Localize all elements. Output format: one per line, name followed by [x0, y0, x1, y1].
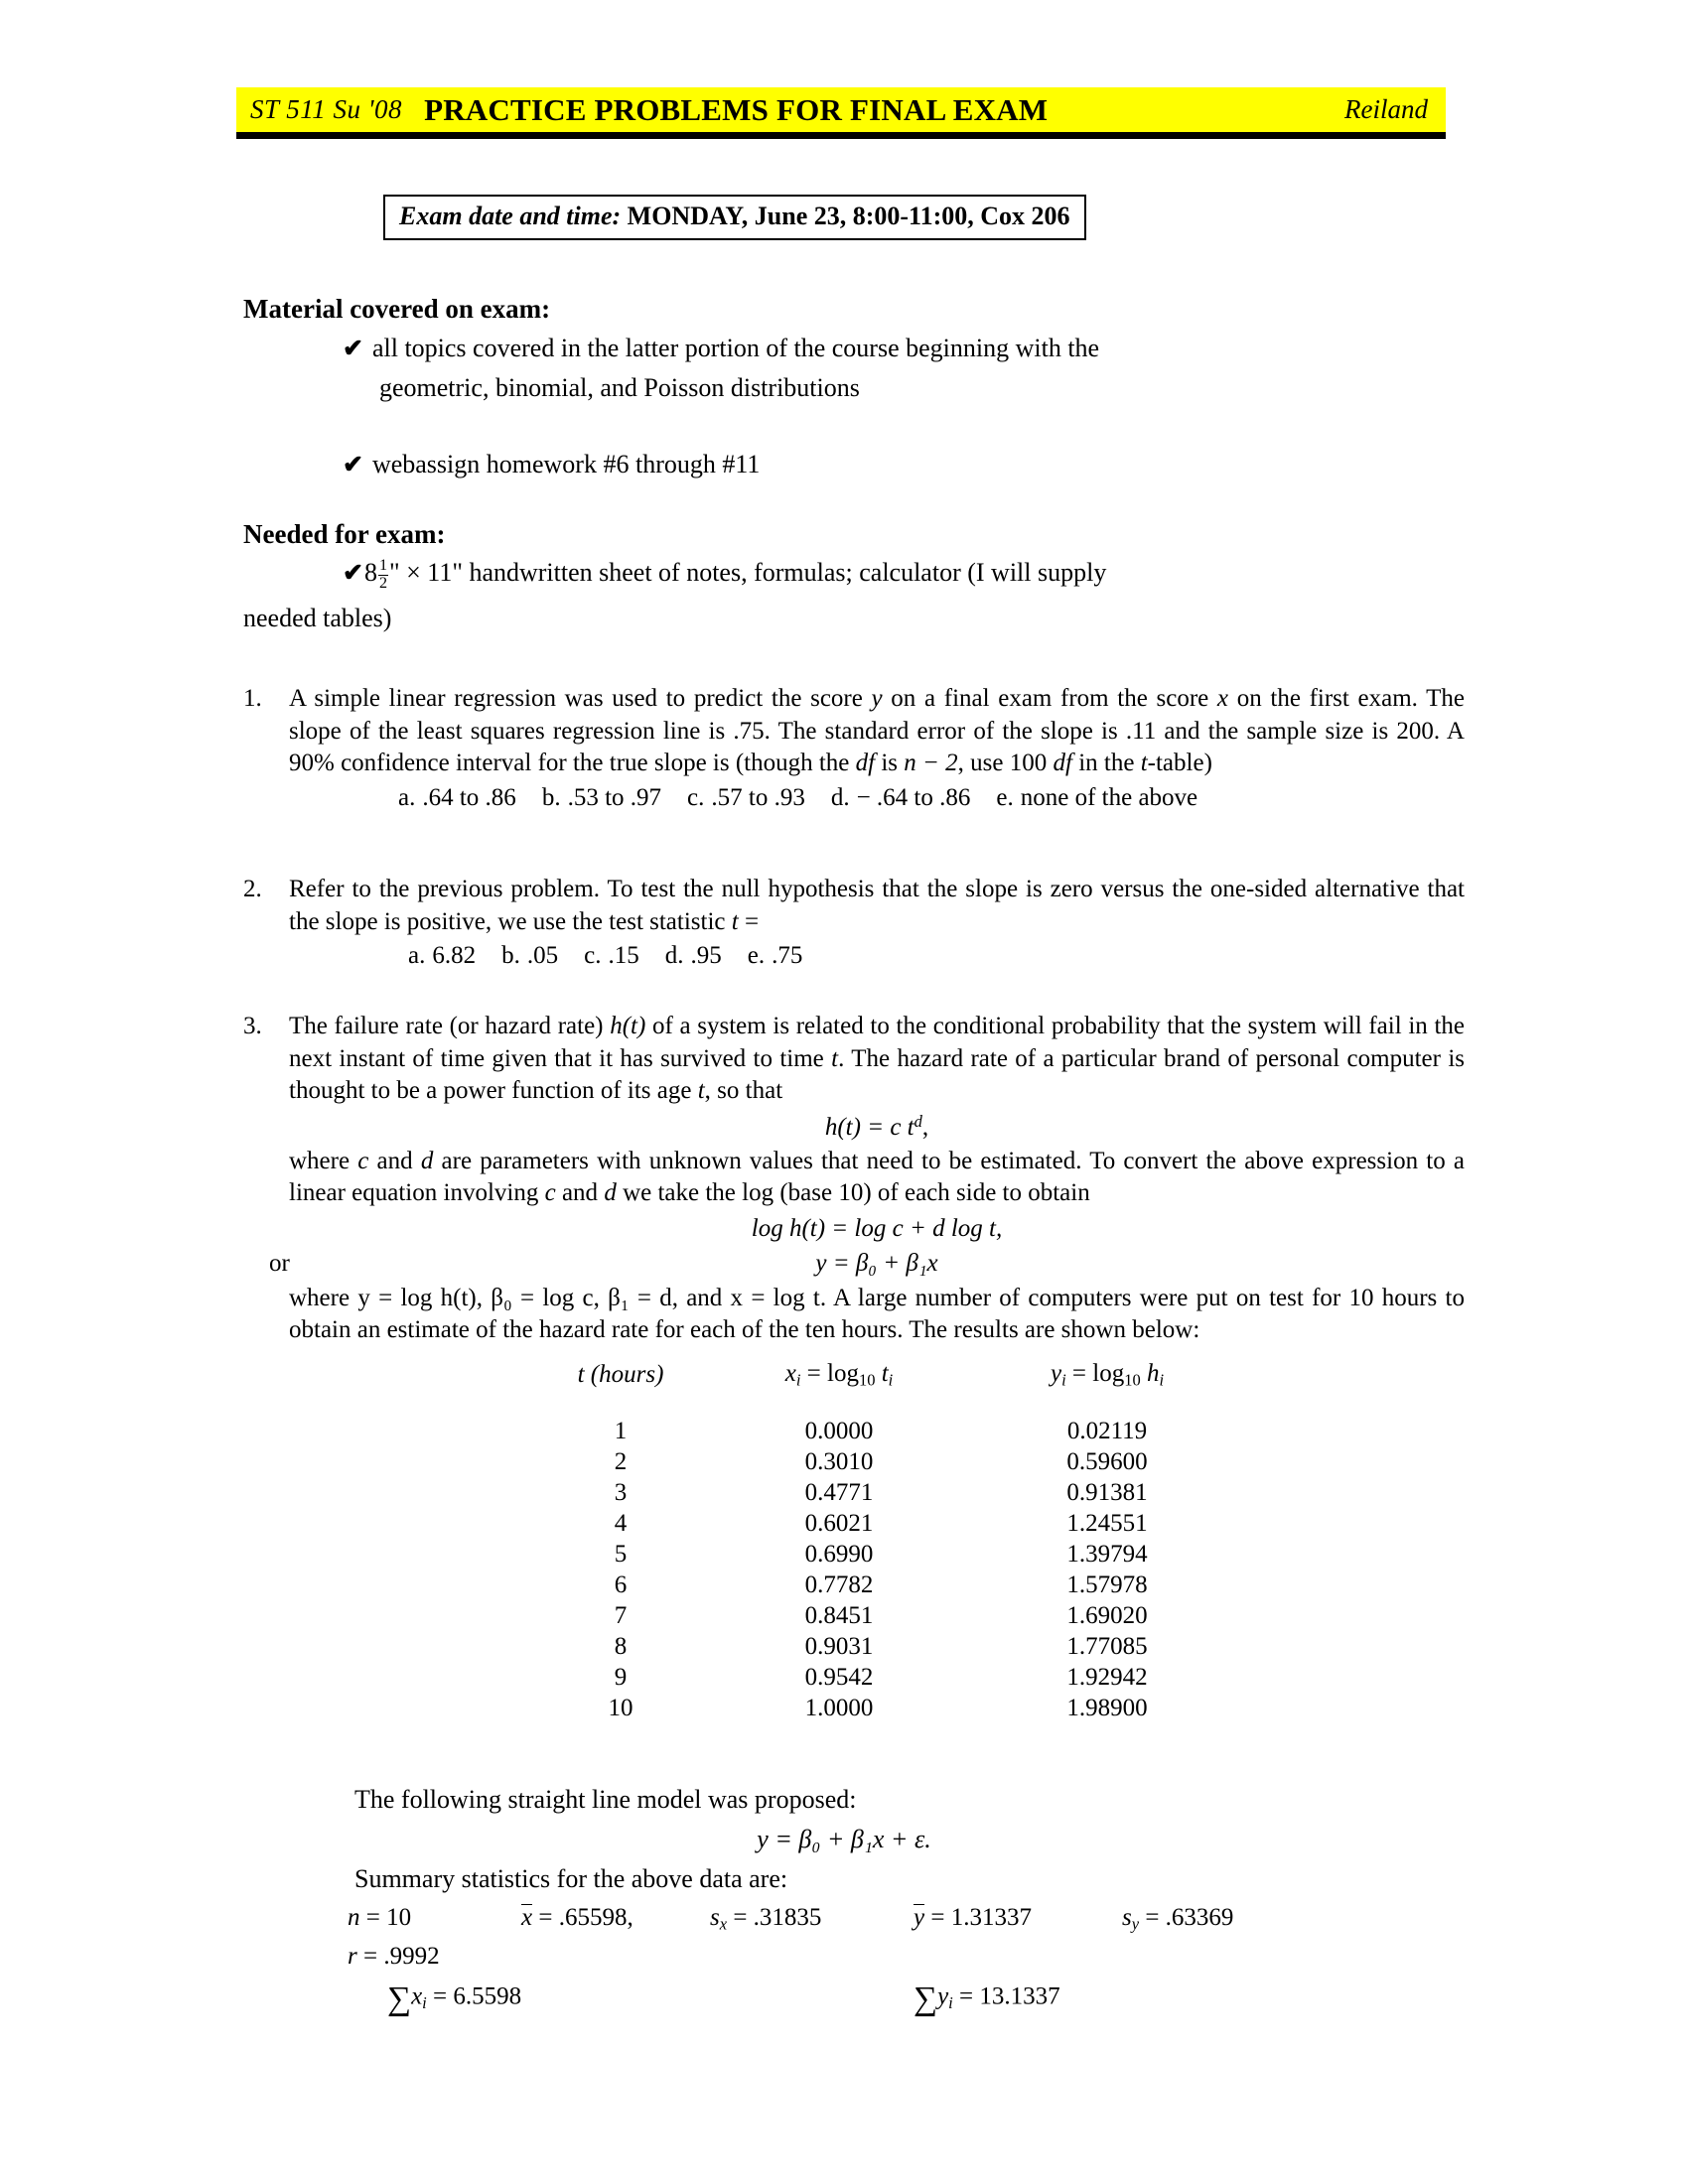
equation-hazard-rate — [289, 1111, 1465, 1144]
stat-ybar-label: y — [914, 1904, 925, 1931]
material-bullet-1 — [343, 334, 1099, 363]
column-header-t: t (hours) — [577, 1361, 664, 1389]
problem-2-body — [289, 874, 1465, 973]
summary-intro: Summary statistics for the above data are: — [354, 1864, 788, 1893]
problem-1-number: 1. — [243, 685, 262, 712]
col2-arg-sub: i — [1159, 1370, 1165, 1390]
paper-size-whole: 8 — [363, 558, 377, 587]
option-d-letter: d. — [664, 942, 684, 969]
cell-x: 0.4771 — [804, 1479, 874, 1507]
var-t: t — [731, 907, 739, 935]
header-rule — [236, 132, 1446, 139]
option-e-text: none of the above — [1020, 783, 1198, 811]
table-row — [526, 1694, 1251, 1724]
problem-3-para-2 — [289, 1146, 1465, 1210]
stat-xbar-value: = .65598, — [532, 1904, 633, 1931]
problem-3-body — [269, 1011, 1466, 1347]
cell-t: 3 — [614, 1479, 628, 1507]
sigma-icon: ∑ — [387, 1979, 412, 2017]
stat-xbar-label: x — [521, 1904, 533, 1931]
cell-x: 1.0000 — [804, 1695, 874, 1722]
cell-x: 0.8451 — [804, 1602, 874, 1630]
model-equation: y = β₀ + β₁x + ε. — [757, 1825, 931, 1853]
cell-y: 0.91381 — [1066, 1479, 1148, 1507]
problem-3-p2-c: we take the log (base 10) of each side to obtain — [616, 1179, 1090, 1207]
col1-base: 10 — [858, 1370, 876, 1390]
checkmark-icon: ✔ — [343, 560, 363, 587]
problem-3-para-1 — [289, 1011, 1465, 1108]
problem-1-text-e: , use 100 — [957, 750, 1054, 776]
option-b-letter: b. — [541, 783, 561, 811]
sum-x-sub: i — [422, 1992, 427, 2012]
stat-sx-label: s — [710, 1904, 720, 1931]
col2-arg: h — [1140, 1360, 1160, 1387]
author-name: Reiland — [1344, 94, 1428, 124]
var-d: d — [420, 1147, 434, 1174]
stat-ybar — [914, 1904, 1122, 1932]
var-df-1: df — [855, 750, 876, 776]
col1-arg-sub: i — [888, 1370, 894, 1390]
model-intro: The following straight line model was proposed: — [354, 1785, 857, 1814]
problem-1-text-f: in the — [1071, 750, 1141, 776]
option-b-text: .53 to .97 — [567, 783, 662, 811]
equation-hazard-tail: , — [921, 1113, 929, 1141]
sum-x-var: x — [411, 1982, 423, 2010]
cell-y: 1.69020 — [1066, 1602, 1148, 1630]
stat-r-value: = .9992 — [356, 1942, 440, 1970]
table-body — [526, 1417, 1251, 1724]
needed-bullet-1-text: " × 11" handwritten sheet of notes, formulas; calculator (I will supply — [389, 558, 1107, 587]
option-e-text: .75 — [772, 942, 803, 969]
table-row — [526, 1509, 1251, 1540]
summary-row-3 — [387, 1980, 1233, 2018]
document-title: PRACTICE PROBLEMS FOR FINAL EXAM — [424, 91, 1049, 127]
problem-2 — [243, 874, 1465, 973]
var-df-2: df — [1053, 750, 1072, 776]
summary-row-2 — [348, 1943, 1233, 1971]
col2-var-sub: i — [1061, 1370, 1066, 1390]
hazard-data-table — [526, 1360, 1251, 1724]
stat-n-value: = 10 — [359, 1904, 412, 1931]
option-e[interactable] — [996, 782, 1197, 815]
option-d[interactable] — [665, 940, 722, 973]
stat-sy-value: = .63369 — [1139, 1904, 1234, 1931]
course-code: ST 511 Su '08 — [250, 94, 403, 124]
equation-log-form: log h(t) = log c + d log t, — [751, 1214, 1003, 1242]
cell-y: 1.98900 — [1066, 1695, 1148, 1722]
stat-n — [348, 1904, 521, 1932]
equation-hazard-exponent: d — [914, 1111, 922, 1131]
needed-bullet-1 — [343, 558, 1106, 592]
option-d-text: .95 — [690, 942, 722, 969]
var-t: t — [1140, 750, 1148, 776]
col1-var: x — [784, 1360, 796, 1387]
sum-y-var: y — [937, 1982, 949, 2010]
problem-1-text-a: A simple linear regression was used to predict the score — [289, 685, 872, 712]
stat-sy-sub: y — [1131, 1914, 1140, 1934]
option-a-letter: a. — [398, 783, 416, 811]
cell-y: 1.39794 — [1066, 1541, 1148, 1569]
sum-y-value: = 13.1337 — [952, 1982, 1060, 2010]
stat-n-label: n — [348, 1904, 360, 1931]
option-a[interactable] — [398, 782, 516, 815]
paper-size-fraction — [378, 558, 388, 592]
material-bullet-2 — [343, 450, 760, 479]
fraction-denominator: 2 — [378, 574, 388, 592]
var-d: d — [604, 1179, 617, 1207]
option-e-letter: e. — [747, 942, 766, 969]
cell-t: 6 — [614, 1571, 628, 1599]
var-c: c — [544, 1179, 556, 1207]
exam-info-value: MONDAY, June 23, 8:00-11:00, Cox 206 — [627, 202, 1070, 230]
problem-3-text-d: , so that — [704, 1077, 783, 1104]
cell-x: 0.9542 — [804, 1664, 874, 1692]
material-bullet-1-text: all topics covered in the latter portion of the course beginning with the — [371, 334, 1100, 362]
cell-t: 9 — [614, 1664, 628, 1692]
problem-3-number: 3. — [243, 1013, 262, 1039]
cell-t: 8 — [614, 1633, 628, 1661]
option-e-letter: e. — [996, 783, 1014, 811]
cell-t: 5 — [614, 1541, 628, 1569]
exam-info-box — [383, 195, 1086, 240]
problem-3 — [243, 1011, 1465, 1347]
sum-x-value: = 6.5598 — [426, 1982, 522, 2010]
problem-1-text-d: is — [875, 750, 905, 776]
expr-h-of-t: h(t) — [610, 1013, 646, 1039]
cell-x: 0.3010 — [804, 1448, 874, 1476]
col2-mid: = log — [1065, 1360, 1125, 1387]
stat-sx — [710, 1904, 914, 1935]
material-bullet-1-cont: geometric, binomial, and Poisson distributions — [379, 373, 860, 402]
option-b[interactable] — [501, 940, 558, 973]
checkmark-icon: ✔ — [343, 336, 363, 362]
var-c: c — [357, 1147, 369, 1174]
table-row — [526, 1632, 1251, 1663]
material-heading: Material covered on exam: — [243, 294, 551, 324]
option-a[interactable] — [408, 940, 476, 973]
cell-y: 1.92942 — [1066, 1664, 1148, 1692]
problem-1-text-c: on the first exam. The slope of the least squares regression line is .75. The standard error of the slope is .11 and the sample size is 200. A 90% confidence interval for the true slope is (though the — [289, 685, 1465, 776]
problem-1-body — [289, 683, 1465, 814]
problem-3-text-a: The failure rate (or hazard rate) — [289, 1013, 611, 1039]
cell-y: 0.59600 — [1066, 1448, 1148, 1476]
problem-1-options — [398, 782, 1465, 815]
table-row — [526, 1478, 1251, 1509]
option-b[interactable] — [542, 782, 661, 815]
option-c[interactable] — [584, 940, 639, 973]
option-d[interactable] — [831, 782, 971, 815]
sum-x — [387, 1980, 914, 2018]
problem-1-text-g: -table) — [1147, 750, 1212, 776]
table-row — [526, 1663, 1251, 1694]
cell-x: 0.6021 — [804, 1510, 874, 1538]
option-c-letter: c. — [687, 783, 705, 811]
col1-arg: t — [875, 1360, 889, 1387]
option-c-text: .57 to .93 — [711, 783, 805, 811]
expr-n-minus-2: n − 2 — [904, 750, 958, 776]
col2-var: y — [1050, 1360, 1062, 1387]
option-a-letter: a. — [408, 942, 426, 969]
equation-linear-form: y = β₀ + β₁x — [815, 1250, 938, 1278]
needed-heading: Needed for exam: — [243, 519, 446, 549]
problem-1 — [243, 683, 1465, 814]
problem-2-number: 2. — [243, 876, 262, 902]
option-a-text: 6.82 — [432, 942, 477, 969]
table-row — [526, 1570, 1251, 1601]
var-t: t — [831, 1044, 839, 1072]
table-row — [526, 1540, 1251, 1570]
col2-base: 10 — [1124, 1370, 1141, 1390]
cell-x: 0.0000 — [804, 1418, 874, 1445]
cell-y: 0.02119 — [1066, 1418, 1148, 1445]
column-header-x — [715, 1360, 963, 1417]
table-row — [526, 1601, 1251, 1632]
cell-t: 4 — [614, 1510, 628, 1538]
stat-sy — [1122, 1904, 1233, 1935]
option-a-text: .64 to .86 — [422, 783, 516, 811]
sigma-icon: ∑ — [914, 1979, 938, 2017]
var-x: x — [1216, 685, 1229, 712]
stat-r-label: r — [348, 1942, 357, 1970]
or-label: or — [269, 1250, 290, 1278]
cell-x: 0.7782 — [804, 1571, 874, 1599]
cell-t: 2 — [614, 1448, 628, 1476]
problem-3-p2-b: are parameters with unknown values that need to be estimated. To convert the above expression to a linear equation involving — [289, 1147, 1465, 1207]
option-c-text: .15 — [608, 942, 639, 969]
stat-xbar — [521, 1904, 710, 1932]
problem-2-text-b: = — [738, 907, 760, 935]
checkmark-icon: ✔ — [343, 452, 363, 478]
sum-y — [914, 1980, 1060, 2018]
table-row — [526, 1417, 1251, 1447]
cell-t: 7 — [614, 1602, 628, 1630]
table-header-row — [526, 1360, 1251, 1417]
header-highlight-bar — [236, 87, 1446, 132]
problem-3-para-3: where y = log h(t), β₀ = log c, β₁ = d, and x = log t. A large number of computers were put on test for 10 hours to obtain an estimate of the hazard rate for each of the ten hours. The results are shown below: — [289, 1284, 1465, 1344]
var-t: t — [697, 1077, 705, 1104]
header-banner — [236, 87, 1446, 139]
problem-1-text-b: on a final exam from the score — [882, 685, 1217, 712]
summary-row-1 — [348, 1904, 1233, 1935]
fraction-numerator: 1 — [378, 557, 388, 575]
cell-y: 1.24551 — [1066, 1510, 1148, 1538]
option-e[interactable] — [748, 940, 803, 973]
option-d-text: − .64 to .86 — [856, 783, 971, 811]
stat-sx-sub: x — [719, 1914, 728, 1934]
option-d-letter: d. — [830, 783, 850, 811]
stat-sx-value: = .31835 — [727, 1904, 822, 1931]
problem-2-options — [408, 940, 1465, 973]
problem-2-text-a: Refer to the previous problem. To test the null hypothesis that the slope is zero versus the one-sided alternative that the slope is positive, we use the test statistic — [289, 876, 1465, 935]
sum-y-sub: i — [948, 1992, 953, 2012]
material-bullet-2-text: webassign homework #6 through #11 — [371, 450, 761, 478]
option-c-letter: c. — [584, 942, 602, 969]
needed-bullet-1-cont: needed tables) — [243, 604, 392, 632]
table-row — [526, 1447, 1251, 1478]
problem-3-p2-and2: and — [555, 1179, 605, 1207]
cell-y: 1.57978 — [1066, 1571, 1148, 1599]
stat-ybar-value: = 1.31337 — [924, 1904, 1032, 1931]
equation-linear-form-row — [269, 1248, 1465, 1281]
option-c[interactable] — [687, 782, 805, 815]
stat-sy-label: s — [1122, 1904, 1132, 1931]
cell-t: 10 — [608, 1695, 633, 1722]
column-header-y — [963, 1360, 1251, 1417]
option-b-text: .05 — [526, 942, 559, 969]
cell-x: 0.9031 — [804, 1633, 874, 1661]
var-y: y — [871, 685, 883, 712]
exam-info-label: Exam date and time: — [399, 202, 622, 230]
col1-var-sub: i — [795, 1370, 801, 1390]
option-b-letter: b. — [501, 942, 520, 969]
col1-mid: = log — [800, 1360, 859, 1387]
cell-t: 1 — [614, 1418, 628, 1445]
summary-statistics — [348, 1904, 1233, 2018]
problem-3-text-b: of a system is related to the conditional probability that the system will fail in the next instant of time given that it has survived to time — [289, 1013, 1465, 1072]
cell-y: 1.77085 — [1066, 1633, 1148, 1661]
cell-x: 0.6990 — [804, 1541, 874, 1569]
equation-hazard-body: h(t) = c t — [824, 1113, 914, 1141]
problem-3-p2-a: where — [289, 1147, 358, 1174]
problem-3-text-c: . The hazard rate of a particular brand of personal computer is thought to be a power function of its age — [289, 1044, 1466, 1104]
problem-3-p2-and1: and — [368, 1147, 421, 1174]
